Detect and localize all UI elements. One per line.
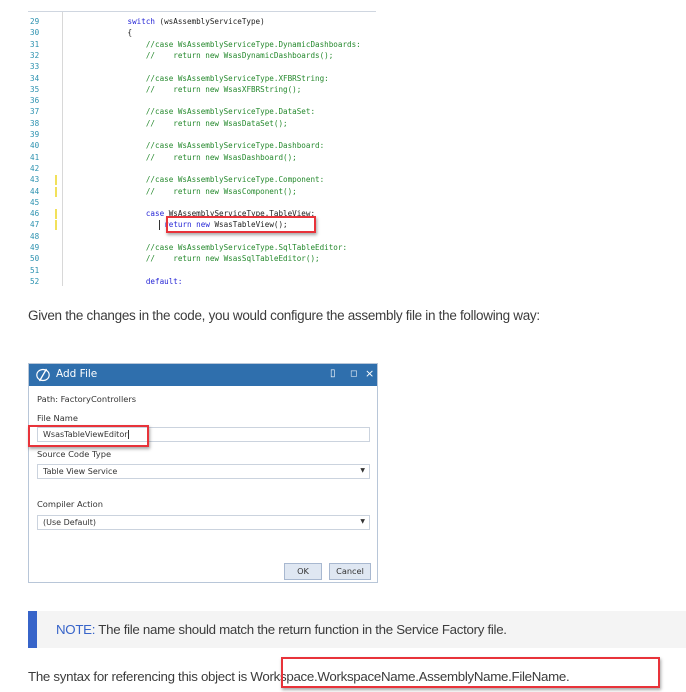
maximize-icon[interactable]: ◻ [350,369,358,379]
code-comment: // return new WsasSqlTableEditor(); [145,254,320,264]
code-line [28,39,376,50]
note-accent-bar [28,611,37,648]
app-logo-icon [35,367,51,383]
editor-caret [159,220,160,230]
add-file-dialog [28,363,378,583]
compiler-action-value: (Use Default) [43,518,96,527]
code-text [146,50,333,61]
code-line [28,61,376,72]
change-marker [55,220,57,230]
code-keyword: switch [127,17,155,26]
code-text [128,27,133,38]
change-marker [55,175,57,185]
line-number: 46 [30,209,40,219]
code-line [28,50,376,61]
line-number: 32 [30,50,40,60]
chevron-down-icon: ▼ [360,467,365,474]
code-editor-panel [28,11,376,286]
code-text [128,16,265,27]
code-line [28,186,376,197]
line-number: 36 [30,96,40,106]
code-comment: // return new WsasDynamicDashboards(); [145,50,334,60]
syntax-prefix: The syntax for referencing this object is [28,669,251,684]
code-line [28,95,376,106]
line-number: 30 [30,28,40,38]
code-token: { [127,28,133,38]
line-number: 43 [30,175,40,185]
code-comment: //case WsAssemblyServiceType.Component: [145,175,325,185]
source-code-type-select[interactable] [37,464,370,479]
note-callout [28,611,686,648]
line-number: 33 [30,62,40,72]
code-comment: // return new WsasDashboard(); [145,152,297,162]
code-line [28,276,376,287]
line-number: 34 [30,73,40,83]
change-marker [55,187,57,197]
code-text [146,73,329,84]
code-comment: //case WsAssemblyServiceType.XFBRString: [145,73,329,83]
code-line [28,118,376,129]
line-number: 48 [30,231,40,241]
file-name-highlight [28,425,149,447]
code-comment: //case WsAssemblyServiceType.Dashboard: [145,141,325,151]
code-line [28,152,376,163]
code-line [28,163,376,174]
code-line [28,231,376,242]
code-text [146,39,361,50]
code-line [28,27,376,38]
line-number: 35 [30,84,40,94]
code-comment: // return new WsasDataSet(); [145,118,288,128]
line-number: 50 [30,254,40,264]
line-number: 38 [30,118,40,128]
line-number: 45 [30,197,40,207]
syntax-highlight [281,657,660,688]
code-text [146,186,297,197]
code-comment: //case WsAssemblyServiceType.SqlTableEditor: [145,243,348,252]
file-name-value: WsasTableViewEditor [43,430,128,439]
note-body: The file name should match the return function in the Service Factory file. [95,622,507,637]
code-token: (wsAssemblyServiceType) [154,17,265,26]
line-number: 31 [30,39,40,49]
code-line [28,174,376,185]
code-comment: //case WsAssemblyServiceType.DataSet: [145,107,316,117]
code-line [28,16,376,27]
chevron-down-icon: ▼ [360,518,365,525]
syntax-value: Workspace.WorkspaceName.AssemblyName.FileName. [250,669,570,684]
close-icon[interactable]: × [365,367,375,380]
change-marker [55,209,57,219]
cancel-button[interactable]: Cancel [329,563,371,580]
intro-paragraph: Given the changes in the code, you would configure the assembly file in the following way: [28,308,540,323]
code-token: WsasTableView(); [209,220,288,230]
line-number: 49 [30,243,40,252]
path-label: Path: FactoryControllers [37,394,137,404]
compiler-action-label: Compiler Action [37,499,103,509]
line-number: 41 [30,152,40,162]
file-name-label: File Name [37,413,78,423]
pin-icon[interactable]: ▯ [330,368,336,379]
code-token: WsAssemblyServiceType.TableView: [164,209,316,219]
code-comment: // return new WsasXFBRString(); [145,84,302,94]
code-text [146,140,324,151]
code-text [146,118,288,129]
ok-button[interactable]: OK [284,563,322,580]
code-text [146,276,183,287]
dialog-title: Add File [56,368,98,380]
code-text [146,152,297,163]
code-text [146,242,347,253]
code-line [28,140,376,151]
dialog-title-bar[interactable] [29,364,377,386]
code-text [146,174,324,185]
code-text [146,106,315,117]
code-line [28,242,376,253]
compiler-action-select[interactable] [37,515,370,530]
code-text [146,84,301,95]
source-code-type-label: Source Code Type [37,449,112,459]
line-number: 51 [30,265,40,275]
code-keyword: case [145,209,165,219]
code-line [28,84,376,95]
code-text [146,253,320,264]
source-code-type-value: Table View Service [43,467,118,476]
code-keyword: default: [145,276,183,286]
line-number: 47 [30,220,40,230]
line-number: 44 [30,186,40,196]
code-comment: // return new WsasComponent(); [145,186,297,196]
code-line [28,197,376,208]
code-line [28,265,376,276]
line-number: 42 [30,163,40,173]
code-line [28,106,376,117]
note-text [56,622,507,637]
code-keyword: return new [164,220,210,230]
line-number: 52 [30,276,40,286]
line-number: 37 [30,107,40,117]
code-line [28,253,376,264]
code-line [28,129,376,140]
line-number: 39 [30,130,40,139]
line-number: 40 [30,141,40,151]
code-comment: //case WsAssemblyServiceType.DynamicDashboards: [145,39,361,49]
code-line [28,73,376,84]
line-number: 29 [30,17,40,26]
note-lead: NOTE: [56,622,96,637]
